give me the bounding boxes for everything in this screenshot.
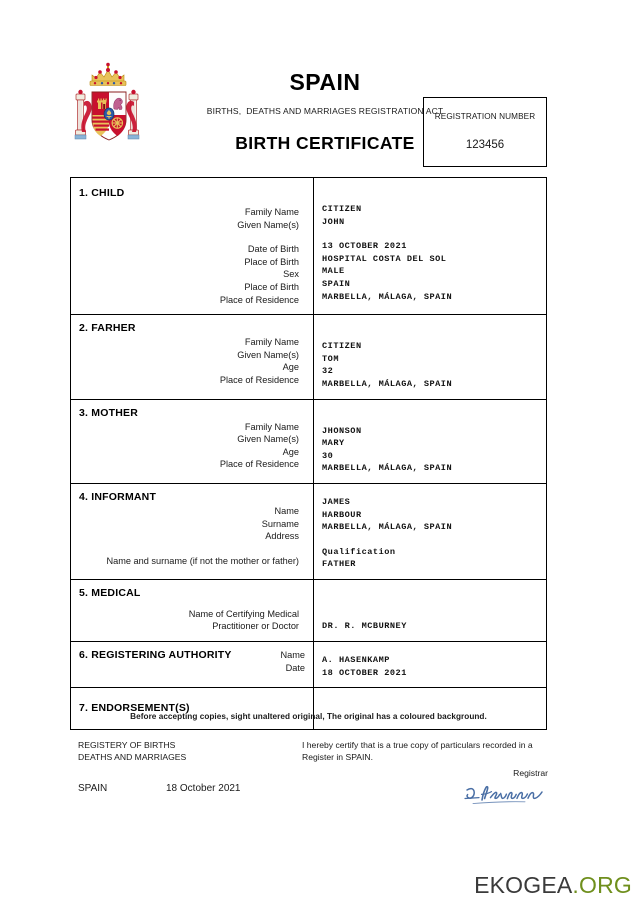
section-endorsements-left [71, 688, 314, 729]
value-family-name: CITIZEN [322, 204, 362, 214]
registration-number-value: 123456 [465, 139, 505, 151]
value-mother-family-name: JHONSON [322, 425, 362, 436]
registry-line-2: DEATHS AND MARRIAGES [78, 751, 187, 762]
value-place-of-residence: MARBELLA, MÁLAGA, SPAIN [322, 291, 453, 302]
value-given-names: JOHN [322, 216, 345, 227]
value-informant-qualification-label: Qualification [322, 546, 396, 557]
logo-primary-text: EKOGEA [474, 872, 573, 898]
value-father-given-names: TOM [322, 353, 339, 364]
section-mother-title: 3. MOTHER [79, 406, 138, 419]
footer-date: 18 October 2021 [166, 783, 241, 794]
value-informant-qualification: FATHER [322, 559, 356, 570]
label-date-of-birth: Date of Birth [247, 244, 299, 255]
logo-suffix-text: .ORG [572, 872, 632, 898]
section-endorsements-values [314, 688, 546, 729]
label-mother-place-of-residence: Place of Residence [219, 459, 299, 470]
label-place-of-birth-2: Place of Birth [244, 281, 299, 292]
section-authority-title: 6. REGISTERING AUTHORITY [79, 649, 232, 662]
section-child-title: 1. CHILD [79, 187, 125, 199]
label-place-of-residence: Place of Residence [219, 294, 299, 305]
footer-country: SPAIN [78, 783, 108, 794]
label-informant-address: Address [265, 531, 299, 542]
section-father-labels [79, 336, 305, 386]
section-medical [71, 580, 546, 642]
section-informant-labels [79, 505, 305, 567]
section-authority-labels [280, 649, 305, 674]
section-authority-left [71, 642, 314, 687]
registration-number-box [423, 97, 547, 167]
section-child-left [71, 178, 314, 314]
label-informant-name: Name [274, 505, 299, 516]
label-medical-practitioner-line1: Name of Certifying Medical [188, 608, 299, 619]
section-mother-left [71, 400, 314, 483]
value-authority-date: 18 OCTOBER 2021 [322, 667, 407, 678]
label-mother-age: Age [282, 446, 299, 457]
label-informant-surname: Surname [261, 518, 299, 529]
certify-line-2: Register in SPAIN. [302, 751, 374, 762]
registry-line-1: REGISTERY OF BIRTHS [78, 740, 176, 750]
handwritten-signature-icon [463, 782, 548, 812]
value-father-age: 32 [322, 366, 334, 377]
section-endorsements [71, 688, 546, 730]
label-father-place-of-residence: Place of Residence [219, 374, 299, 385]
label-mother-given-names: Given Name(s) [237, 434, 299, 445]
label-authority-date: Date [285, 662, 305, 673]
section-medical-left [71, 580, 314, 641]
document-header [70, 58, 547, 170]
section-informant [71, 484, 546, 580]
certificate-table [70, 177, 547, 730]
footer-block [78, 740, 548, 830]
label-medical-practitioner-line2: Practitioner or Doctor [212, 621, 299, 632]
value-mother-place-of-residence: MARBELLA, MÁLAGA, SPAIN [322, 463, 453, 474]
value-sex: MALE [322, 266, 345, 277]
value-place-of-birth-2: SPAIN [322, 278, 351, 289]
ekogea-logo [474, 872, 632, 899]
value-place-of-birth: HOSPITAL COSTA DEL SOL [322, 253, 447, 264]
section-mother [71, 400, 546, 484]
section-child [71, 178, 546, 315]
certify-line-1: I hereby certify that is a true copy of particulars recorded in a [302, 740, 533, 750]
country-title: SPAIN [289, 69, 361, 95]
copy-warning-text: Before accepting copies, sight unaltered original, The original has a coloured background. [130, 712, 487, 721]
value-medical-practitioner: DR. R. MCBURNEY [322, 620, 407, 631]
section-endorsements-title: 7. ENDORSEMENT(S) [79, 702, 190, 715]
label-father-given-names: Given Name(s) [237, 349, 299, 360]
section-father [71, 315, 546, 399]
section-father-values [314, 315, 546, 398]
label-authority-name: Name [280, 650, 305, 661]
label-father-family-name: Family Name [244, 337, 299, 348]
value-mother-age: 30 [322, 450, 334, 461]
document-title: BIRTH CERTIFICATE [235, 133, 415, 153]
label-sex: Sex [283, 269, 299, 280]
value-authority-name: A. HASENKAMP [322, 655, 390, 666]
section-informant-values [314, 484, 546, 579]
registration-number-label: REGISTRATION NUMBER [434, 112, 536, 121]
value-father-family-name: CITIZEN [322, 341, 362, 352]
value-date-of-birth: 13 OCTOBER 2021 [322, 241, 407, 252]
section-informant-title: 4. INFORMANT [79, 490, 157, 503]
registrar-label: Registrar [513, 768, 548, 778]
value-mother-given-names: MARY [322, 438, 345, 449]
section-authority-values [314, 642, 546, 687]
act-subtitle: BIRTHS, DEATHS AND MARRIAGES REGISTRATION ACT [206, 106, 444, 116]
section-father-title: 2. FARHER [79, 322, 136, 335]
section-registering-authority [71, 642, 546, 688]
section-father-left [71, 315, 314, 398]
section-medical-title: 5. MEDICAL [79, 586, 141, 599]
label-given-names: Given Name(s) [237, 219, 299, 230]
value-father-place-of-residence: MARBELLA, MÁLAGA, SPAIN [322, 378, 453, 389]
certification-statement [302, 740, 548, 763]
value-informant-name: JAMES [322, 496, 351, 507]
section-mother-labels [79, 421, 305, 471]
section-medical-values [314, 580, 546, 641]
registry-office [78, 740, 186, 763]
value-informant-address: MARBELLA, MÁLAGA, SPAIN [322, 522, 453, 533]
label-informant-name-and-surname: Name and surname (if not the mother or father) [106, 555, 299, 566]
label-family-name: Family Name [244, 207, 299, 217]
section-mother-values [314, 400, 546, 483]
label-place-of-birth: Place of Birth [244, 256, 299, 267]
value-informant-surname: HARBOUR [322, 509, 362, 520]
section-informant-left [71, 484, 314, 579]
label-father-age: Age [282, 362, 299, 373]
section-child-labels [79, 206, 305, 306]
spain-coat-of-arms-icon [70, 62, 148, 154]
section-medical-labels [79, 608, 305, 633]
section-child-values [314, 178, 546, 314]
label-mother-family-name: Family Name [244, 421, 299, 432]
